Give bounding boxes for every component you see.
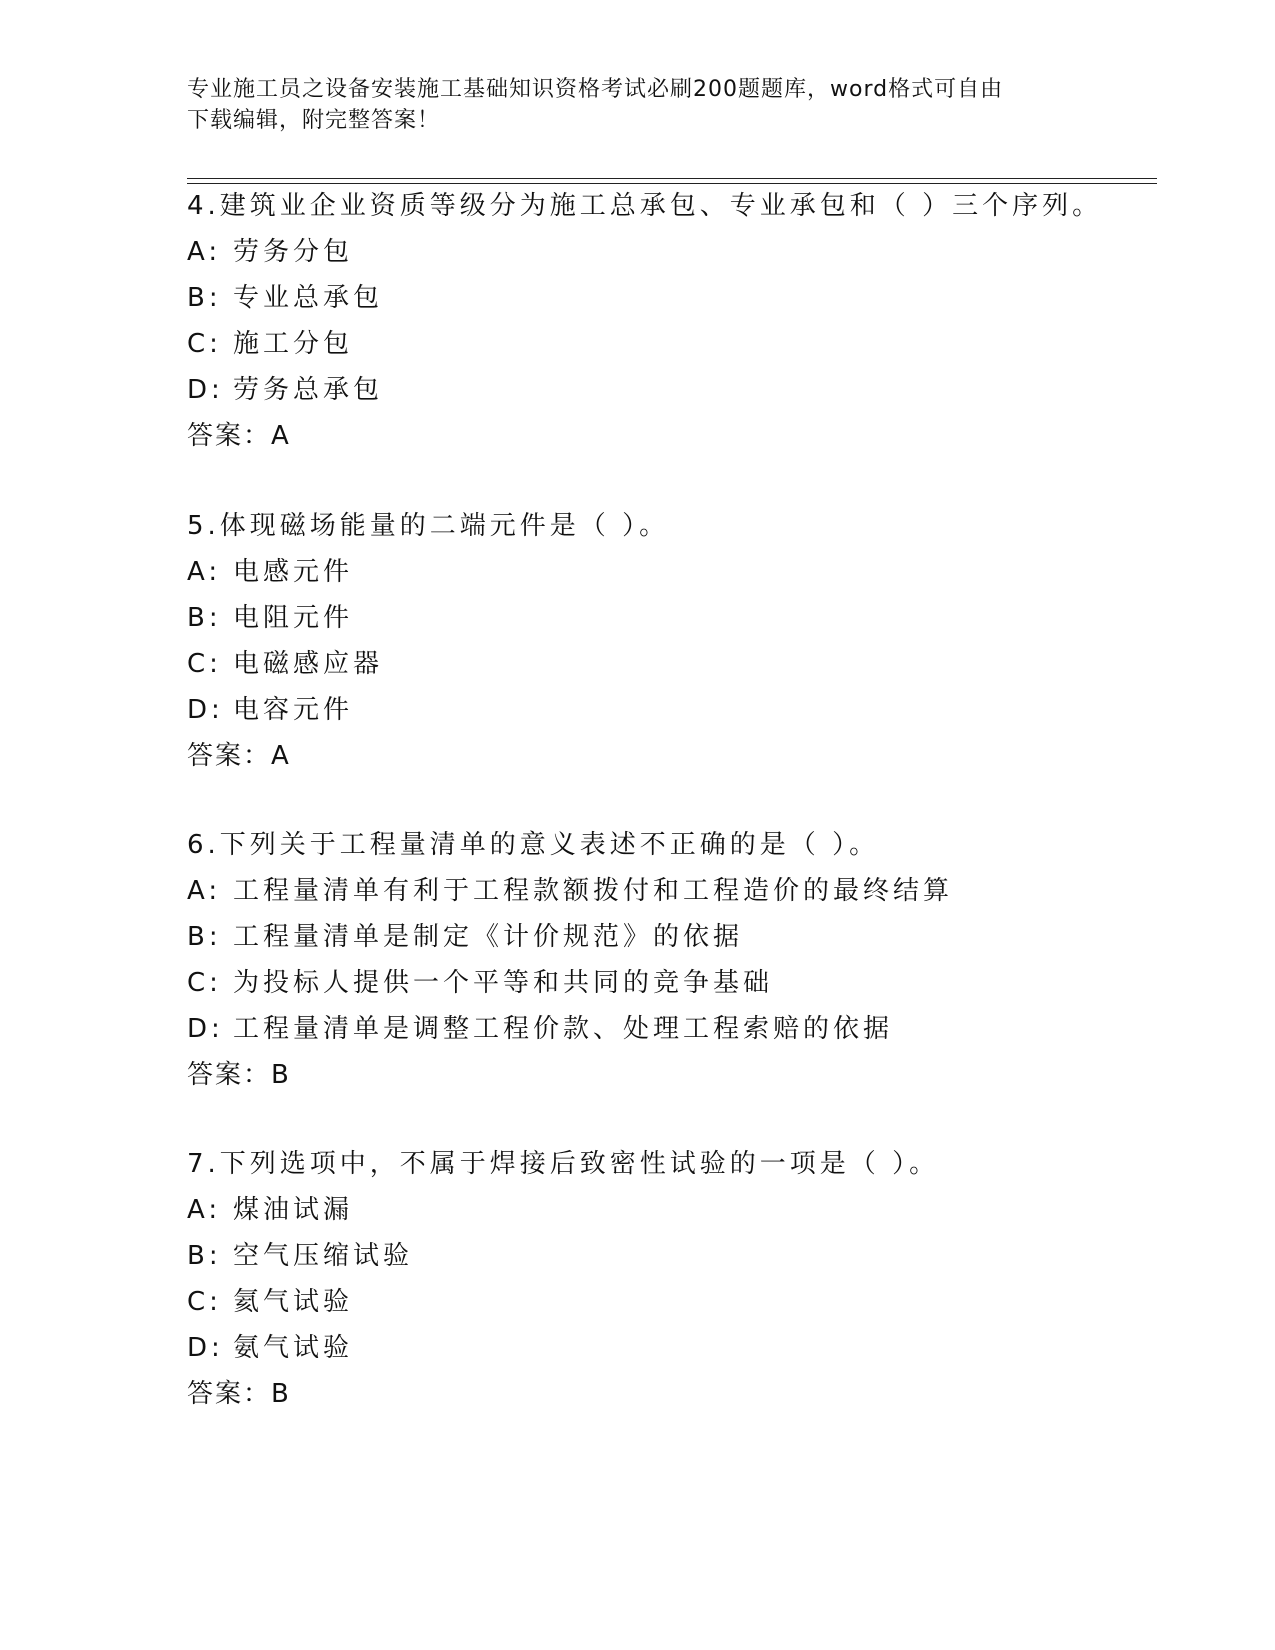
question-5 [187,503,1167,779]
option-text: 劳务总承包 [233,375,384,405]
option-text: 工程量清单是调整工程价款、处理工程索赔的依据 [233,1014,894,1044]
option-text: 工程量清单有利于工程款额拨付和工程造价的最终结算 [233,876,954,906]
question-stem: 4.建筑业企业资质等级分为施工总承包、专业承包和（ ）三个序列。 [187,191,1103,221]
option-text: 空气压缩试验 [233,1241,414,1271]
question-stem: 5.体现磁场能量的二端元件是（ ）。 [187,511,670,541]
option-letter: A: [187,1195,222,1225]
option-a [187,868,1167,914]
answer-value: A [271,741,289,771]
answer-line [187,733,1167,779]
answer-value: B [271,1060,289,1090]
question-stem: 7.下列选项中，不属于焊接后致密性试验的一项是（ ）。 [187,1149,940,1179]
header-divider-top [187,178,1157,179]
option-b [187,1233,1167,1279]
answer-label: 答案： [187,1379,272,1409]
question-7 [187,1141,1167,1417]
option-letter: B: [187,922,222,952]
option-letter: D: [187,1333,224,1363]
option-b [187,275,1167,321]
option-text: 专业总承包 [233,283,384,313]
answer-label: 答案： [187,1060,272,1090]
option-a [187,1187,1167,1233]
option-d [187,1006,1167,1052]
option-letter: C: [187,649,222,679]
header-line-1: 专业施工员之设备安装施工基础知识资格考试必刷200题题库，word格式可自由 [187,77,1004,102]
answer-label: 答案： [187,421,272,451]
option-letter: C: [187,329,222,359]
option-text: 电阻元件 [233,603,354,633]
option-letter: D: [187,375,224,405]
option-d [187,687,1167,733]
option-a [187,229,1167,275]
answer-label: 答案： [187,741,272,771]
option-d [187,367,1167,413]
option-text: 为投标人提供一个平等和共同的竞争基础 [233,968,774,998]
option-letter: B: [187,1241,222,1271]
option-letter: A: [187,557,222,587]
option-text: 电感元件 [233,557,354,587]
answer-line [187,1052,1167,1098]
option-letter: B: [187,283,222,313]
option-letter: A: [187,237,222,267]
option-text: 工程量清单是制定《计价规范》的依据 [233,922,744,952]
option-d [187,1325,1167,1371]
option-text: 氨气试验 [233,1333,354,1363]
option-c [187,1279,1167,1325]
option-letter: A: [187,876,222,906]
option-b [187,595,1167,641]
option-letter: D: [187,1014,224,1044]
option-letter: D: [187,695,224,725]
option-text: 电容元件 [233,695,354,725]
answer-line [187,1371,1167,1417]
option-letter: C: [187,1287,222,1317]
question-6 [187,822,1167,1098]
option-text: 电磁感应器 [233,649,384,679]
option-c [187,321,1167,367]
option-text: 煤油试漏 [233,1195,354,1225]
answer-line [187,413,1167,459]
option-letter: B: [187,603,222,633]
option-c [187,960,1167,1006]
header-line-2: 下载编辑，附完整答案！ [187,108,441,133]
question-stem: 6.下列关于工程量清单的意义表述不正确的是（ ）。 [187,830,880,860]
answer-value: B [271,1379,289,1409]
option-text: 劳务分包 [233,237,354,267]
document-header [187,74,1087,136]
option-b [187,914,1167,960]
question-4 [187,183,1167,459]
option-text: 氦气试验 [233,1287,354,1317]
option-c [187,641,1167,687]
option-a [187,549,1167,595]
option-text: 施工分包 [233,329,354,359]
option-letter: C: [187,968,222,998]
answer-value: A [271,421,289,451]
